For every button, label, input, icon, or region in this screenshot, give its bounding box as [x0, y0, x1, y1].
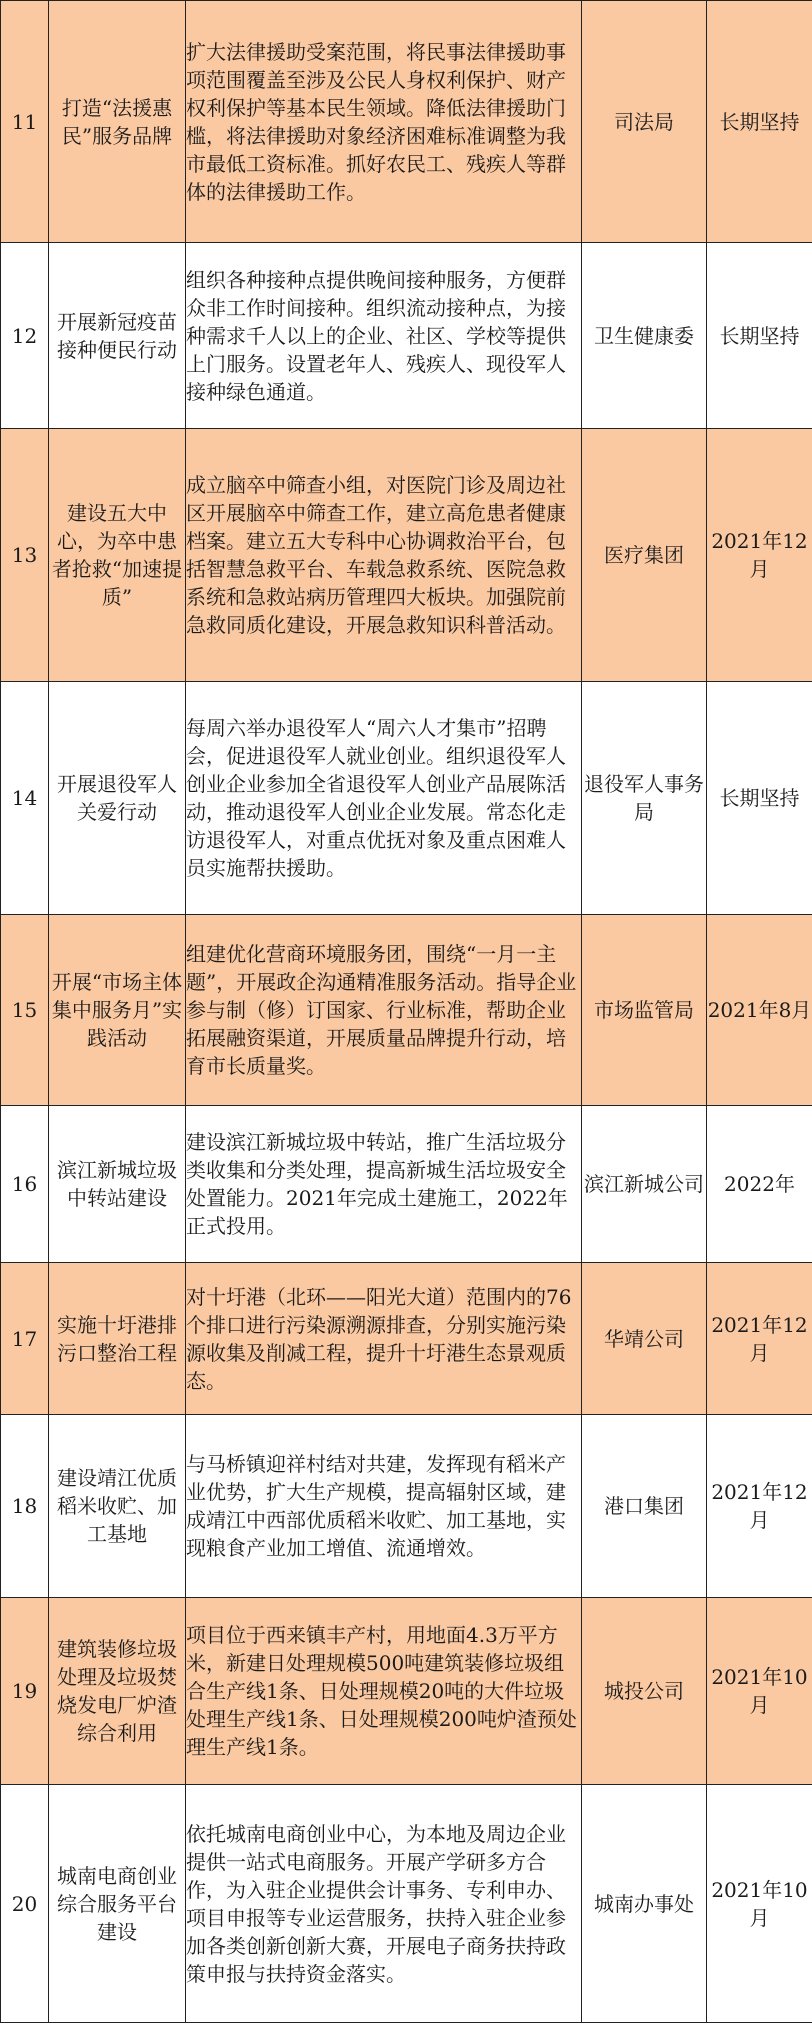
row-number: 18 — [1, 1415, 49, 1598]
responsible-department: 卫生健康委 — [582, 243, 707, 429]
completion-time: 2021年12月 — [707, 429, 812, 682]
row-number: 16 — [1, 1106, 49, 1263]
project-content: 项目位于西来镇丰产村，用地面4.3万平方米，新建日处理规模500吨建筑装修垃圾组合生产线1条、日处理规模20吨的大件垃圾处理生产线1条、日处理规模200吨炉渣预处理生产线1条。 — [186, 1598, 582, 1785]
completion-time: 2021年12月 — [707, 1415, 812, 1598]
project-name: 建筑装修垃圾处理及垃圾焚烧发电厂炉渣综合利用 — [49, 1598, 186, 1785]
project-content: 与马桥镇迎祥村结对共建，发挥现有稻米产业优势，扩大生产规模，提高辐射区域，建成靖江中西部优质稻米收贮、加工基地，实现粮食产业加工增值、流通增效。 — [186, 1415, 582, 1598]
project-content: 依托城南电商创业中心，为本地及周边企业提供一站式电商服务。开展产学研多方合作，为入驻企业提供会计事务、专利申办、项目申报等专业运营服务，扶持入驻企业参加各类创新创新大赛，开展电子商务扶持政策申报与扶持资金落实。 — [186, 1785, 582, 2023]
table-row — [1, 1106, 812, 1263]
table-row — [1, 429, 812, 682]
table-row — [1, 915, 812, 1106]
table-row — [1, 243, 812, 429]
project-name: 实施十圩港排污口整治工程 — [49, 1263, 186, 1415]
table-row — [1, 1415, 812, 1598]
row-number: 14 — [1, 682, 49, 915]
project-content: 成立脑卒中筛查小组，对医院门诊及周边社区开展脑卒中筛查工作，建立高危患者健康档案。建立五大专科中心协调救治平台，包括智慧急救平台、车载急救系统、医院急救系统和急救站病历管理四大板块。加强院前急救同质化建设，开展急救知识科普活动。 — [186, 429, 582, 682]
project-content: 组建优化营商环境服务团，围绕“一月一主题”，开展政企沟通精准服务活动。指导企业参与制（修）订国家、行业标准，帮助企业拓展融资渠道，开展质量品牌提升行动，培育市长质量奖。 — [186, 915, 582, 1106]
table-row — [1, 1, 812, 243]
completion-time: 2021年10月 — [707, 1785, 812, 2023]
row-number: 17 — [1, 1263, 49, 1415]
responsible-department: 退役军人事务局 — [582, 682, 707, 915]
responsible-department: 司法局 — [582, 1, 707, 243]
project-name: 城南电商创业综合服务平台建设 — [49, 1785, 186, 2023]
completion-time: 2022年 — [707, 1106, 812, 1263]
completion-time: 2021年8月 — [707, 915, 812, 1106]
row-number: 11 — [1, 1, 49, 243]
completion-time: 长期坚持 — [707, 1, 812, 243]
responsible-department: 滨江新城公司 — [582, 1106, 707, 1263]
project-content: 组织各种接种点提供晚间接种服务，方便群众非工作时间接种。组织流动接种点，为接种需求千人以上的企业、社区、学校等提供上门服务。设置老年人、残疾人、现役军人接种绿色通道。 — [186, 243, 582, 429]
completion-time: 2021年10月 — [707, 1598, 812, 1785]
table-row — [1, 1598, 812, 1785]
responsible-department: 华靖公司 — [582, 1263, 707, 1415]
project-content: 建设滨江新城垃圾中转站，推广生活垃圾分类收集和分类处理，提高新城生活垃圾安全处置能力。2021年完成土建施工，2022年正式投用。 — [186, 1106, 582, 1263]
responsible-department: 医疗集团 — [582, 429, 707, 682]
completion-time: 2021年12月 — [707, 1263, 812, 1415]
project-name: 建设五大中心，为卒中患者抢救“加速提质” — [49, 429, 186, 682]
project-content: 每周六举办退役军人“周六人才集市”招聘会，促进退役军人就业创业。组织退役军人创业企业参加全省退役军人创业产品展陈活动，推动退役军人创业企业发展。常态化走访退役军人，对重点优抚对象及重点困难人员实施帮扶援助。 — [186, 682, 582, 915]
project-name: 开展退役军人关爱行动 — [49, 682, 186, 915]
row-number: 15 — [1, 915, 49, 1106]
row-number: 19 — [1, 1598, 49, 1785]
project-name: 滨江新城垃圾中转站建设 — [49, 1106, 186, 1263]
responsible-department: 市场监管局 — [582, 915, 707, 1106]
completion-time: 长期坚持 — [707, 243, 812, 429]
project-content: 扩大法律援助受案范围，将民事法律援助事项范围覆盖至涉及公民人身权利保护、财产权利保护等基本民生领域。降低法律援助门槛，将法律援助对象经济困难标准调整为我市最低工资标准。抓好农民工、残疾人等群体的法律援助工作。 — [186, 1, 582, 243]
row-number: 12 — [1, 243, 49, 429]
project-content: 对十圩港（北环——阳光大道）范围内的76个排口进行污染源溯源排查，分别实施污染源收集及削减工程，提升十圩港生态景观质态。 — [186, 1263, 582, 1415]
row-number: 13 — [1, 429, 49, 682]
table-row — [1, 1785, 812, 2023]
completion-time: 长期坚持 — [707, 682, 812, 915]
project-name: 打造“法援惠民”服务品牌 — [49, 1, 186, 243]
responsible-department: 港口集团 — [582, 1415, 707, 1598]
project-name: 开展“市场主体集中服务月”实践活动 — [49, 915, 186, 1106]
table-row — [1, 682, 812, 915]
table-row — [1, 1263, 812, 1415]
project-name: 建设靖江优质稻米收贮、加工基地 — [49, 1415, 186, 1598]
row-number: 20 — [1, 1785, 49, 2023]
responsible-department: 城投公司 — [582, 1598, 707, 1785]
project-name: 开展新冠疫苗接种便民行动 — [49, 243, 186, 429]
responsible-department: 城南办事处 — [582, 1785, 707, 2023]
